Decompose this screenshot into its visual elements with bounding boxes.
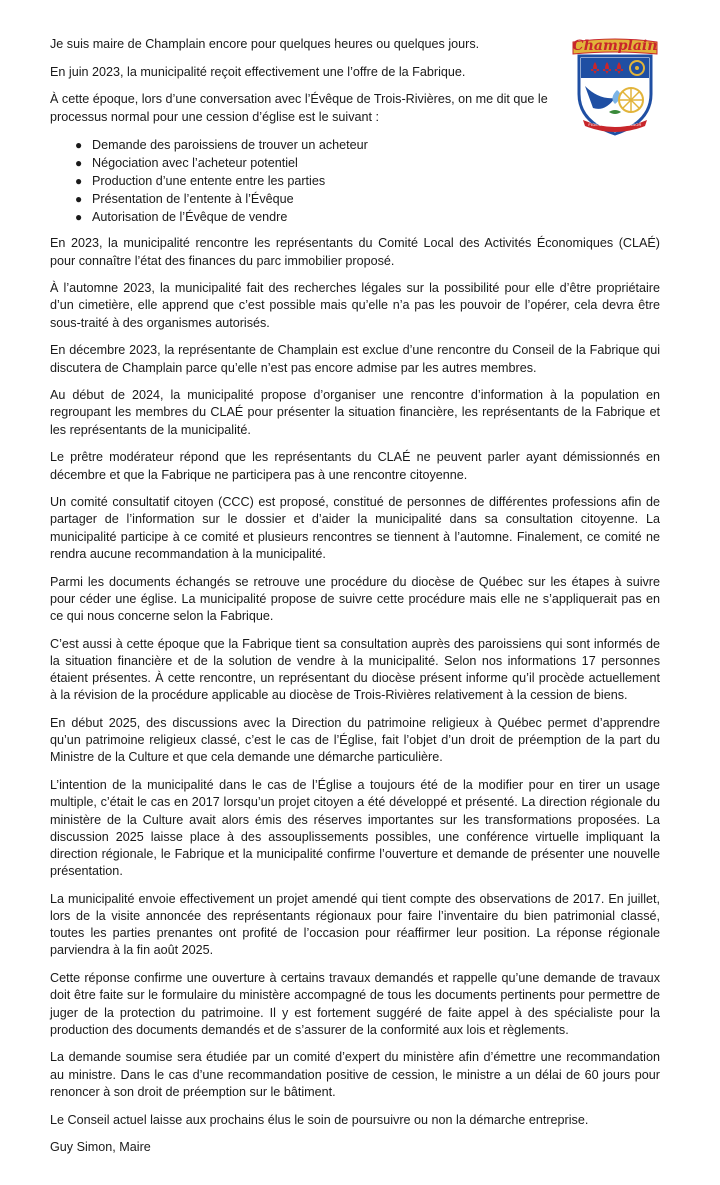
paragraph: En 2023, la municipalité rencontre les représentants du Comité Local des Activités Économiques (CLAÉ) pour connaître l’état des finances du parc immobilier proposé. <box>50 236 660 268</box>
process-steps-list <box>50 136 660 226</box>
list-item-text: Demande des paroissiens de trouver un acheteur <box>92 138 368 153</box>
paragraph: Parmi les documents échangés se retrouve une procédure du diocèse de Québec sur les étapes à suivre pour céder une église. La municipalité propose de suivre cette procédure mais elle ne s’appliquerait pas en ce qui nous concerne selon la Fabrique. <box>50 574 660 623</box>
list-item-text: Présentation de l’entente à l’Évêque <box>92 192 294 207</box>
bullet-icon: ● <box>75 210 83 225</box>
champlain-logo <box>565 38 665 136</box>
bullet-icon: ● <box>75 192 83 207</box>
list-item-text: Négociation avec l’acheteur potentiel <box>92 156 298 171</box>
signature: Guy Simon, Maire <box>50 1140 151 1155</box>
intro-paragraph-2: En juin 2023, la municipalité reçoit effectivement une l’offre de la Fabrique. <box>50 64 466 79</box>
paragraph: En décembre 2023, la représentante de Champlain est exclue d’une rencontre du Conseil de la Fabrique qui discutera de Champlain parce qu’elle n’est pas encore admise par les autres membres. <box>50 343 660 375</box>
intro-paragraph-3: À cette époque, lors d’une conversation avec l’Évêque de Trois-Rivières, on me dit que le processus normal pour une cession d’église est le suivant : <box>50 92 548 124</box>
list-item <box>75 154 660 172</box>
letter-body <box>50 36 660 1167</box>
paragraph: Le Conseil actuel laisse aux prochains élus le soin de poursuivre ou non la démarche entreprise. <box>50 1112 589 1127</box>
paragraph: Le prêtre modérateur répond que les représentants du CLAÉ ne peuvent parler ayant démissionnés en décembre et que la Fabrique ne participera pas à une rencontre citoyenne. <box>50 450 660 482</box>
bullet-icon: ● <box>75 156 83 171</box>
paragraph: C’est aussi à cette époque que la Fabrique tient sa consultation auprès des paroissiens qui sont informés de la situation financière et de la solution de vendre à la municipalité. Selon nos informations 17 personnes étaient présentes. À cette rencontre, un représentant du diocèse présent informe qu’il procède actuellement à la révision de la procédure applicable au diocèse de Trois-Rivières relativement à la cession de biens. <box>50 636 660 703</box>
paragraph: La municipalité envoie effectivement un projet amendé qui tient compte des observations de 2017. En juillet, lors de la visite annoncée des représentants régionaux pour faire l’inventaire du bien patrimonial classé, toutes les parties prenantes ont profité de l’occasion pour réaffirmer leur position. La réponse régionale parviendra à la fin août 2025. <box>50 891 660 958</box>
paragraph: L’intention de la municipalité dans le cas de l’Église a toujours été de la modifier pour en tirer un usage multiple, c’était le cas en 2017 lorsqu’un projet citoyen a été développé et présenté. La direction régionale du ministère de la Culture avait alors émis des réserves importantes sur les transformations proposées. La discussion 2025 laisse place à des assouplissements possibles, une conférence virtuelle impliquant la direction régionale, le Fabrique et la municipalité confirme l’ouverture et demande de présenter une nouvelle présentation. <box>50 778 660 879</box>
bullet-icon: ● <box>75 174 83 189</box>
logo-motto: FIDES FAMILIA ET LABOR <box>588 122 642 127</box>
paragraph: La demande soumise sera étudiée par un comité d’expert du ministère afin d’émettre une recommandation au ministre. Dans le cas d’une recommandation positive de cession, le ministre a un délai de 60 jours pour renoncer à son droit de préemption sur le bâtiment. <box>50 1050 660 1099</box>
paragraph: À l’automne 2023, la municipalité fait des recherches légales sur la possibilité pour elle d’être propriétaire d’un cimetière, elle apprend que c’est possible mais qu’elle n’a pas les pouvoir de l’opérer, cela devra être sous-traité à des organismes autorisés. <box>50 281 660 330</box>
list-item-text: Production d’une entente entre les parties <box>92 174 326 189</box>
intro-paragraph-1: Je suis maire de Champlain encore pour quelques heures ou quelques jours. <box>50 37 480 51</box>
paragraph: Cette réponse confirme une ouverture à certains travaux demandés et rappelle qu’une demande de travaux doit être faite sur le formulaire du ministère accompagné de tous les documents pertinents pour permettre de juger de la protection du patrimoine. Il y est fortement suggéré de faite appel à des spécialiste pour la production des documents demandés et de s’assurer de la conformité aux lois et règlements. <box>50 971 660 1037</box>
paragraph: Un comité consultatif citoyen (CCC) est proposé, constitué de personnes de différentes professions afin de partager de l’information sur le dossier et d’aider la municipalité dans sa consultation citoyenne. La municipalité participe à ce comité et plusieurs rencontres se tiennent à l’automne. Finalement, ce comité ne rendra aucune recommandation à la municipalité. <box>50 495 660 561</box>
paragraph: Au début de 2024, la municipalité propose d’organiser une rencontre d’information à la population en regroupant les membres du CLAÉ pour présenter la situation financière, les représentants de la Fabrique et les représentants de la municipalité. <box>50 388 660 437</box>
list-item <box>75 172 660 190</box>
bullet-icon: ● <box>75 138 83 153</box>
list-item <box>75 208 660 226</box>
logo-wordmark: Champlain <box>572 38 658 54</box>
list-item <box>75 136 660 154</box>
list-item-text: Autorisation de l’Évêque de vendre <box>92 210 288 225</box>
paragraph: En début 2025, des discussions avec la Direction du patrimoine religieux à Québec permet d’apprendre qu’un patrimoine religieux classé, c’est le cas de l’Église, fait l’objet d’un droit de préemption de la part du Ministre de la Culture et que cela demande une démarche particulière. <box>50 715 660 765</box>
list-item <box>75 190 660 208</box>
